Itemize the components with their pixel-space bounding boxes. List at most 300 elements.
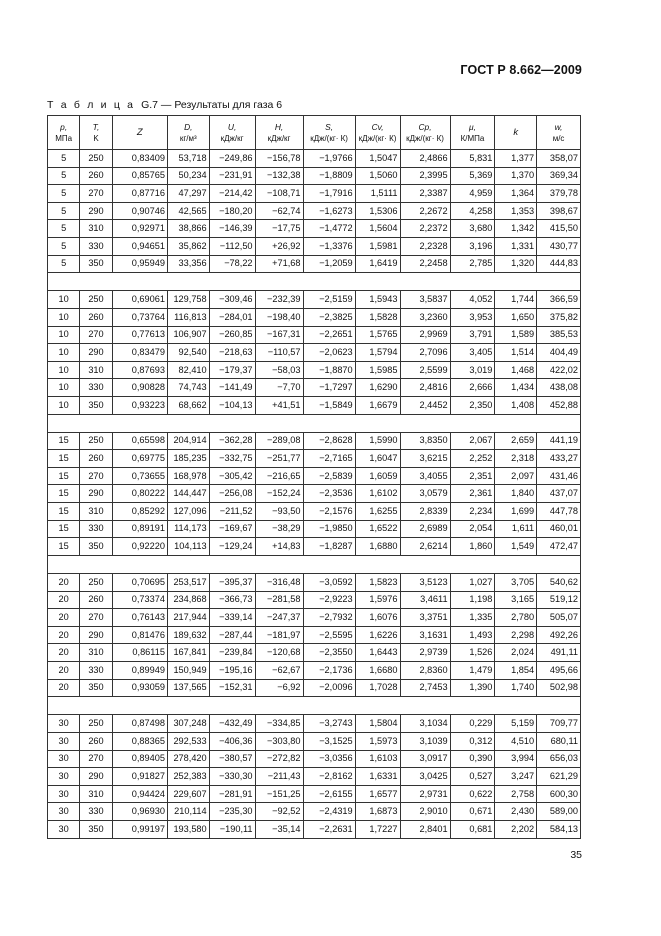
table-cell: 20 xyxy=(48,679,80,697)
column-unit: кг/м³ xyxy=(179,133,197,143)
column-symbol: Z xyxy=(136,127,143,138)
table-cell: 310 xyxy=(80,785,112,803)
table-cell: 1,860 xyxy=(450,538,495,556)
table-cell: 441,19 xyxy=(537,432,581,450)
table-cell: −284,01 xyxy=(209,308,255,326)
table-cell: 42,565 xyxy=(167,202,209,220)
group-separator-cell xyxy=(48,697,581,715)
table-cell: 252,383 xyxy=(167,768,209,786)
table-cell: −93,50 xyxy=(255,503,303,521)
table-cell: 290 xyxy=(80,485,112,503)
table-cell: 0,93059 xyxy=(112,679,167,697)
table-cell: 1,5985 xyxy=(355,361,400,379)
table-cell: 292,533 xyxy=(167,732,209,750)
table-cell: −92,52 xyxy=(255,803,303,821)
table-cell: 1,335 xyxy=(450,609,495,627)
table-cell: 3,019 xyxy=(450,361,495,379)
table-cell: 270 xyxy=(80,750,112,768)
table-cell: 127,096 xyxy=(167,503,209,521)
table-cell: 234,868 xyxy=(167,591,209,609)
table-cell: 253,517 xyxy=(167,574,209,592)
table-cell: 20 xyxy=(48,662,80,680)
table-row xyxy=(48,662,581,680)
table-cell: 30 xyxy=(48,803,80,821)
table-cell: −2,9223 xyxy=(303,591,355,609)
table-cell: 74,743 xyxy=(167,379,209,397)
table-cell: 0,87693 xyxy=(112,361,167,379)
column-header xyxy=(209,116,255,150)
table-row xyxy=(48,768,581,786)
table-cell: 217,944 xyxy=(167,609,209,627)
table-cell: 15 xyxy=(48,432,80,450)
table-cell: 4,258 xyxy=(450,202,495,220)
table-cell: 2,9739 xyxy=(400,644,450,662)
table-cell: 2,7453 xyxy=(400,679,450,697)
table-cell: 310 xyxy=(80,644,112,662)
table-cell: −58,03 xyxy=(255,361,303,379)
table-cell: 10 xyxy=(48,308,80,326)
table-cell: 3,247 xyxy=(495,768,537,786)
table-cell: −380,57 xyxy=(209,750,255,768)
table-cell: 4,510 xyxy=(495,732,537,750)
table-cell: −332,75 xyxy=(209,450,255,468)
column-symbol: H, xyxy=(274,121,284,132)
table-cell: 270 xyxy=(80,467,112,485)
table-cell: 5 xyxy=(48,185,80,203)
table-cell: 0,92971 xyxy=(112,220,167,238)
column-unit: МПа xyxy=(55,133,73,143)
table-cell: 3,5123 xyxy=(400,574,450,592)
table-row xyxy=(48,167,581,185)
table-cell: 1,5943 xyxy=(355,291,400,309)
table-cell: −211,43 xyxy=(255,768,303,786)
table-row xyxy=(48,803,581,821)
table-cell: 2,351 xyxy=(450,467,495,485)
table-cell: 4,959 xyxy=(450,185,495,203)
table-cell: 1,6076 xyxy=(355,609,400,627)
table-cell: 0,92220 xyxy=(112,538,167,556)
table-cell: −2,1736 xyxy=(303,662,355,680)
table-cell: 1,5973 xyxy=(355,732,400,750)
table-cell: −287,44 xyxy=(209,626,255,644)
table-cell: 3,0579 xyxy=(400,485,450,503)
table-cell: 5,831 xyxy=(450,150,495,168)
table-row xyxy=(48,520,581,538)
table-cell: 444,83 xyxy=(537,255,581,273)
table-cell: −256,08 xyxy=(209,485,255,503)
table-cell: −2,5839 xyxy=(303,467,355,485)
table-cell: −1,8287 xyxy=(303,538,355,556)
column-symbol: S, xyxy=(325,121,334,132)
table-cell: 260 xyxy=(80,167,112,185)
table-cell: −2,0623 xyxy=(303,344,355,362)
table-cell: 47,297 xyxy=(167,185,209,203)
table-cell: 5 xyxy=(48,202,80,220)
table-cell: 10 xyxy=(48,344,80,362)
table-cell: 30 xyxy=(48,750,80,768)
table-cell: 1,854 xyxy=(495,662,537,680)
table-cell: 2,3387 xyxy=(400,185,450,203)
table-cell: 210,114 xyxy=(167,803,209,821)
table-cell: 404,49 xyxy=(537,344,581,362)
table-cell: −2,3536 xyxy=(303,485,355,503)
table-cell: 1,589 xyxy=(495,326,537,344)
table-cell: 2,659 xyxy=(495,432,537,450)
table-cell: 2,6214 xyxy=(400,538,450,556)
table-cell: 10 xyxy=(48,326,80,344)
table-cell: 5 xyxy=(48,167,80,185)
table-cell: 1,5981 xyxy=(355,237,400,255)
table-cell: −179,37 xyxy=(209,361,255,379)
table-cell: 438,08 xyxy=(537,379,581,397)
group-separator-row xyxy=(48,697,581,715)
table-cell: 104,113 xyxy=(167,538,209,556)
column-header xyxy=(80,116,112,150)
table-cell: 68,662 xyxy=(167,396,209,414)
table-cell: 5,369 xyxy=(450,167,495,185)
table-cell: 584,13 xyxy=(537,820,581,838)
table-cell: −260,85 xyxy=(209,326,255,344)
column-unit: кДж/кг xyxy=(267,133,291,143)
table-cell: 116,813 xyxy=(167,308,209,326)
table-row xyxy=(48,503,581,521)
table-cell: 290 xyxy=(80,344,112,362)
table-cell: 0,65598 xyxy=(112,432,167,450)
table-cell: 2,067 xyxy=(450,432,495,450)
table-cell: 4,052 xyxy=(450,291,495,309)
table-cell: 310 xyxy=(80,220,112,238)
table-cell: 260 xyxy=(80,591,112,609)
table-cell: 1,320 xyxy=(495,255,537,273)
table-cell: 15 xyxy=(48,538,80,556)
table-cell: 250 xyxy=(80,291,112,309)
column-header xyxy=(255,116,303,150)
table-cell: −235,30 xyxy=(209,803,255,821)
table-cell: 492,26 xyxy=(537,626,581,644)
table-cell: 0,94651 xyxy=(112,237,167,255)
table-cell: 30 xyxy=(48,768,80,786)
standard-code: ГОСТ Р 8.662—2009 xyxy=(460,63,582,77)
table-cell: −17,75 xyxy=(255,220,303,238)
table-row xyxy=(48,237,581,255)
table-cell: 0,87498 xyxy=(112,715,167,733)
table-cell: 260 xyxy=(80,732,112,750)
table-cell: −132,38 xyxy=(255,167,303,185)
table-row xyxy=(48,326,581,344)
table-cell: 3,953 xyxy=(450,308,495,326)
table-cell: 330 xyxy=(80,237,112,255)
table-cell: 2,234 xyxy=(450,503,495,521)
table-cell: 1,370 xyxy=(495,167,537,185)
column-header xyxy=(450,116,495,150)
table-cell: 2,350 xyxy=(450,396,495,414)
table-cell: 600,30 xyxy=(537,785,581,803)
table-row xyxy=(48,255,581,273)
table-cell: 350 xyxy=(80,255,112,273)
table-cell: 2,024 xyxy=(495,644,537,662)
table-cell: 430,77 xyxy=(537,237,581,255)
table-cell: −110,57 xyxy=(255,344,303,362)
table-cell: −1,7297 xyxy=(303,379,355,397)
table-row xyxy=(48,485,581,503)
column-header xyxy=(355,116,400,150)
column-symbol: U, xyxy=(227,121,237,132)
table-cell: 540,62 xyxy=(537,574,581,592)
table-cell: 0,93223 xyxy=(112,396,167,414)
table-cell: −2,2651 xyxy=(303,326,355,344)
table-cell: 20 xyxy=(48,609,80,627)
table-cell: 1,5976 xyxy=(355,591,400,609)
table-cell: 1,027 xyxy=(450,574,495,592)
table-cell: 519,12 xyxy=(537,591,581,609)
table-cell: −330,30 xyxy=(209,768,255,786)
table-cell: 502,98 xyxy=(537,679,581,697)
table-cell: 270 xyxy=(80,326,112,344)
table-cell: 1,331 xyxy=(495,237,537,255)
table-cell: 3,4055 xyxy=(400,467,450,485)
table-cell: 189,632 xyxy=(167,626,209,644)
table-cell: 3,1631 xyxy=(400,626,450,644)
table-cell: 1,6443 xyxy=(355,644,400,662)
table-cell: 680,11 xyxy=(537,732,581,750)
table-cell: 1,6880 xyxy=(355,538,400,556)
table-cell: −395,37 xyxy=(209,574,255,592)
table-cell: 30 xyxy=(48,820,80,838)
table-cell: −108,71 xyxy=(255,185,303,203)
table-cell: 168,978 xyxy=(167,467,209,485)
table-cell: 431,46 xyxy=(537,467,581,485)
table-cell: −141,49 xyxy=(209,379,255,397)
table-cell: 3,680 xyxy=(450,220,495,238)
table-cell: 1,6680 xyxy=(355,662,400,680)
table-cell: −2,3550 xyxy=(303,644,355,662)
table-cell: 20 xyxy=(48,644,80,662)
table-cell: 1,353 xyxy=(495,202,537,220)
table-cell: 15 xyxy=(48,520,80,538)
group-separator-cell xyxy=(48,273,581,291)
table-cell: 452,88 xyxy=(537,396,581,414)
table-cell: 2,202 xyxy=(495,820,537,838)
table-cell: −7,70 xyxy=(255,379,303,397)
table-cell: −120,68 xyxy=(255,644,303,662)
table-cell: −169,67 xyxy=(209,520,255,538)
table-cell: −152,31 xyxy=(209,679,255,697)
table-cell: 38,866 xyxy=(167,220,209,238)
table-row xyxy=(48,202,581,220)
table-cell: 10 xyxy=(48,361,80,379)
table-cell: 375,82 xyxy=(537,308,581,326)
table-cell: 1,5604 xyxy=(355,220,400,238)
table-cell: 2,2372 xyxy=(400,220,450,238)
table-cell: −366,73 xyxy=(209,591,255,609)
table-row xyxy=(48,344,581,362)
table-cell: 193,580 xyxy=(167,820,209,838)
table-cell: 50,234 xyxy=(167,167,209,185)
table-cell: 1,744 xyxy=(495,291,537,309)
table-cell: −181,97 xyxy=(255,626,303,644)
table-cell: 2,298 xyxy=(495,626,537,644)
table-cell: 204,914 xyxy=(167,432,209,450)
table-cell: −432,49 xyxy=(209,715,255,733)
table-cell: −334,85 xyxy=(255,715,303,733)
table-cell: −2,8162 xyxy=(303,768,355,786)
table-cell: 2,252 xyxy=(450,450,495,468)
table-cell: 0,91827 xyxy=(112,768,167,786)
table-cell: 330 xyxy=(80,520,112,538)
table-cell: 366,59 xyxy=(537,291,581,309)
table-cell: −231,91 xyxy=(209,167,255,185)
table-cell: −2,5159 xyxy=(303,291,355,309)
table-cell: 129,758 xyxy=(167,291,209,309)
page-number: 35 xyxy=(570,849,582,861)
table-cell: 137,565 xyxy=(167,679,209,697)
table-caption-title: G.7 — Результаты для газа 6 xyxy=(141,99,283,111)
table-cell: 0,87716 xyxy=(112,185,167,203)
table-cell: 2,430 xyxy=(495,803,537,821)
column-symbol: T, xyxy=(92,121,100,132)
table-cell: 0,86115 xyxy=(112,644,167,662)
table-cell: −1,9850 xyxy=(303,520,355,538)
table-cell: 1,5828 xyxy=(355,308,400,326)
table-cell: −251,77 xyxy=(255,450,303,468)
table-cell: 1,5306 xyxy=(355,202,400,220)
table-cell: 1,6873 xyxy=(355,803,400,821)
table-cell: 260 xyxy=(80,308,112,326)
column-unit: кДж/(кг· К) xyxy=(310,133,348,143)
table-cell: 1,6522 xyxy=(355,520,400,538)
table-cell: 1,5990 xyxy=(355,432,400,450)
table-cell: 2,361 xyxy=(450,485,495,503)
table-cell: −195,16 xyxy=(209,662,255,680)
table-cell: 1,6255 xyxy=(355,503,400,521)
table-row xyxy=(48,379,581,397)
table-cell: 1,5060 xyxy=(355,167,400,185)
table-cell: 15 xyxy=(48,450,80,468)
table-cell: 505,07 xyxy=(537,609,581,627)
table-cell: 2,8401 xyxy=(400,820,450,838)
table-cell: −1,8809 xyxy=(303,167,355,185)
table-cell: 0,90746 xyxy=(112,202,167,220)
table-cell: 92,540 xyxy=(167,344,209,362)
table-cell: 1,6226 xyxy=(355,626,400,644)
table-cell: 3,994 xyxy=(495,750,537,768)
table-cell: 2,318 xyxy=(495,450,537,468)
column-symbol: Cp, xyxy=(418,121,432,132)
table-cell: 621,29 xyxy=(537,768,581,786)
table-row xyxy=(48,591,581,609)
table-cell: 1,7028 xyxy=(355,679,400,697)
table-cell: 1,408 xyxy=(495,396,537,414)
table-cell: 1,6419 xyxy=(355,255,400,273)
table-cell: 0,73655 xyxy=(112,467,167,485)
table-cell: 53,718 xyxy=(167,150,209,168)
table-cell: 460,01 xyxy=(537,520,581,538)
table-cell: 0,69061 xyxy=(112,291,167,309)
table-cell: −247,37 xyxy=(255,609,303,627)
column-header xyxy=(167,116,209,150)
table-cell: 3,791 xyxy=(450,326,495,344)
table-row xyxy=(48,609,581,627)
table-row xyxy=(48,732,581,750)
table-cell: 656,03 xyxy=(537,750,581,768)
table-cell: 3,0917 xyxy=(400,750,450,768)
table-cell: 1,479 xyxy=(450,662,495,680)
table-cell: 2,2672 xyxy=(400,202,450,220)
column-symbol: Cv, xyxy=(371,121,384,132)
table-cell: 3,1039 xyxy=(400,732,450,750)
table-cell: 437,07 xyxy=(537,485,581,503)
table-cell: −3,0356 xyxy=(303,750,355,768)
table-cell: −214,42 xyxy=(209,185,255,203)
table-cell: 0,73374 xyxy=(112,591,167,609)
table-cell: 3,165 xyxy=(495,591,537,609)
table-cell: 1,434 xyxy=(495,379,537,397)
table-cell: 0,85765 xyxy=(112,167,167,185)
table-cell: 3,6215 xyxy=(400,450,450,468)
table-cell: −6,92 xyxy=(255,679,303,697)
table-cell: 1,5111 xyxy=(355,185,400,203)
column-symbol: w, xyxy=(554,121,563,132)
table-cell: 15 xyxy=(48,467,80,485)
table-cell: 278,420 xyxy=(167,750,209,768)
table-cell: 2,8360 xyxy=(400,662,450,680)
table-cell: 1,7227 xyxy=(355,820,400,838)
table-cell: 1,699 xyxy=(495,503,537,521)
table-row xyxy=(48,679,581,697)
table-cell: −239,84 xyxy=(209,644,255,662)
table-cell: −151,25 xyxy=(255,785,303,803)
table-cell: −152,24 xyxy=(255,485,303,503)
table-cell: 358,07 xyxy=(537,150,581,168)
table-row xyxy=(48,538,581,556)
table-cell: 0,671 xyxy=(450,803,495,821)
table-cell: 3,405 xyxy=(450,344,495,362)
table-cell: 398,67 xyxy=(537,202,581,220)
table-cell: −1,3376 xyxy=(303,237,355,255)
table-cell: −35,14 xyxy=(255,820,303,838)
table-cell: 369,34 xyxy=(537,167,581,185)
table-cell: 0,80222 xyxy=(112,485,167,503)
table-cell: 20 xyxy=(48,626,80,644)
table-cell: 2,6989 xyxy=(400,520,450,538)
table-cell: 3,1034 xyxy=(400,715,450,733)
table-cell: 35,862 xyxy=(167,237,209,255)
group-separator-row xyxy=(48,555,581,573)
table-row xyxy=(48,150,581,168)
table-cell: 185,235 xyxy=(167,450,209,468)
table-cell: 1,6059 xyxy=(355,467,400,485)
table-cell: 150,949 xyxy=(167,662,209,680)
table-cell: 2,4816 xyxy=(400,379,450,397)
table-cell: 0,229 xyxy=(450,715,495,733)
column-unit: K xyxy=(93,133,99,143)
table-cell: 1,740 xyxy=(495,679,537,697)
table-cell: 1,5823 xyxy=(355,574,400,592)
table-cell: +71,68 xyxy=(255,255,303,273)
table-cell: −309,46 xyxy=(209,291,255,309)
table-cell: 1,611 xyxy=(495,520,537,538)
table-row xyxy=(48,574,581,592)
column-header xyxy=(400,116,450,150)
table-cell: −1,4772 xyxy=(303,220,355,238)
table-cell: 1,5804 xyxy=(355,715,400,733)
table-cell: 5 xyxy=(48,220,80,238)
table-cell: −1,5849 xyxy=(303,396,355,414)
table-row xyxy=(48,626,581,644)
table-cell: 447,78 xyxy=(537,503,581,521)
table-header-row xyxy=(48,116,581,150)
table-cell: −2,3825 xyxy=(303,308,355,326)
